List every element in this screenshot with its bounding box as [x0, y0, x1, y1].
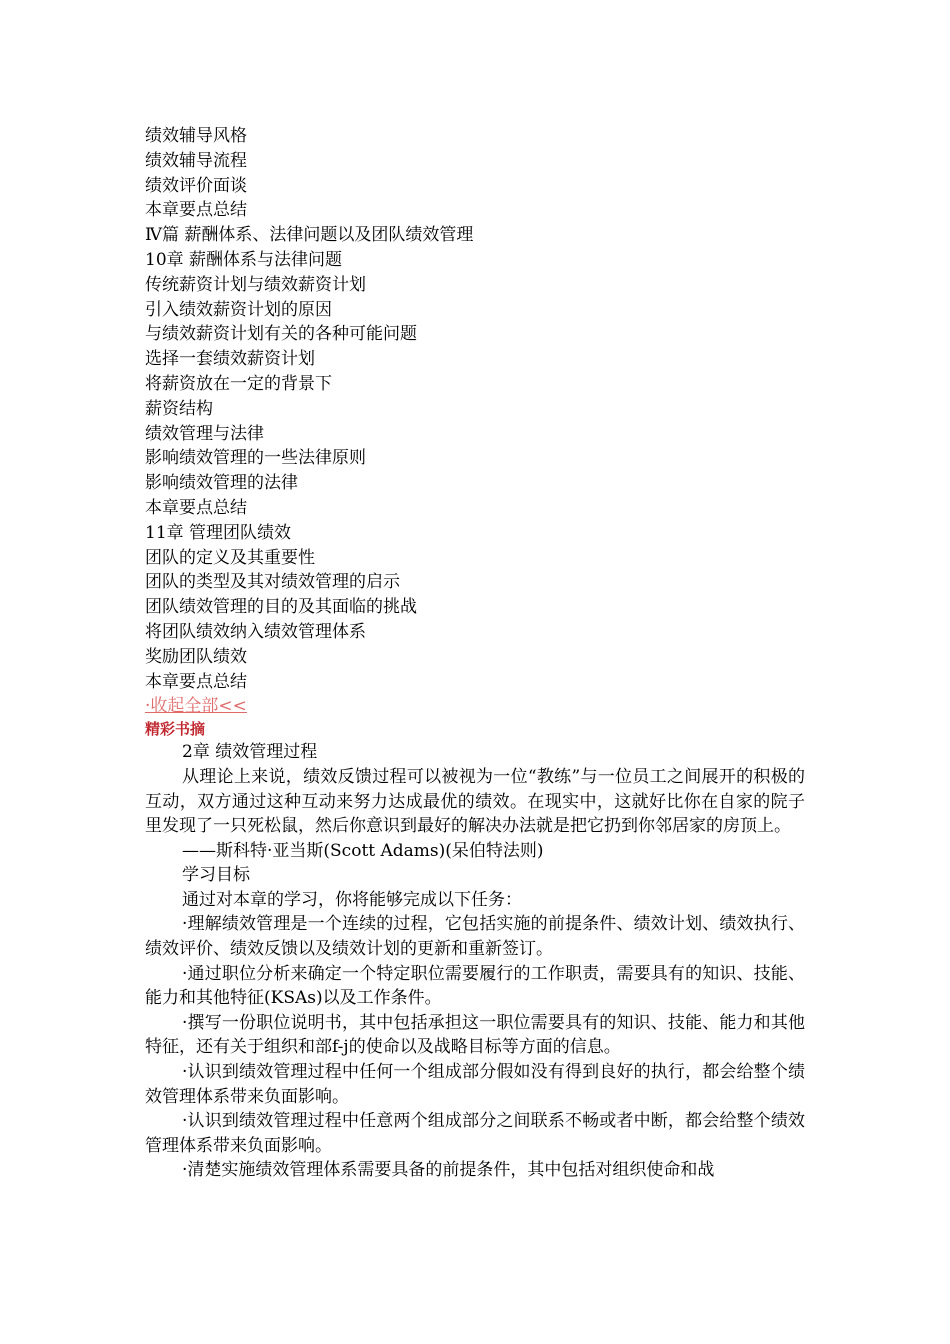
toc-item: 选择一套绩效薪资计划	[145, 349, 315, 370]
toc-item: 传统薪资计划与绩效薪资计划	[145, 274, 366, 295]
learning-objective: ·认识到绩效管理过程中任意两个组成部分之间联系不畅或者中断，都会给整个绩效管理体系带来负面影响。	[145, 1111, 805, 1156]
document-page	[145, 124, 805, 1183]
excerpt-body	[145, 740, 805, 1183]
toc-item: 团队的定义及其重要性	[145, 547, 315, 568]
toc-item: 本章要点总结	[145, 200, 247, 221]
excerpt-epigraph: 从理论上来说，绩效反馈过程可以被视为一位“教练”与一位员工之间展开的积极的互动，双方通过这种互动来努力达成最优的绩效。在现实中，这就好比你在自家的院子里发现了一只死松鼠，然后你意识到最好的解决办法就是把它扔到你邻居家的房顶上。	[145, 766, 805, 837]
collapse-all-link[interactable]: ·收起全部<<	[145, 696, 247, 717]
toc-item: 与绩效薪资计划有关的各种可能问题	[145, 324, 417, 345]
learning-objective: ·认识到绩效管理过程中任何一个组成部分假如没有得到良好的执行，都会给整个绩效管理体系带来负面影响。	[145, 1062, 805, 1107]
excerpt-chapter-title: 2章 绩效管理过程	[182, 742, 318, 763]
toc-item: 本章要点总结	[145, 497, 247, 518]
toc-part-heading: Ⅳ篇 薪酬体系、法律问题以及团队绩效管理	[145, 225, 474, 246]
excerpt-attribution: ——斯科特·亚当斯(Scott Adams)(呆伯特法则)	[182, 840, 544, 861]
toc-item: 影响绩效管理的法律	[145, 473, 298, 494]
learning-objective: ·撰写一份职位说明书，其中包括承担这一职位需要具有的知识、技能、能力和其他特征，还有关于组织和部f-j的使命以及战略目标等方面的信息。	[145, 1012, 805, 1058]
toc-item: 绩效辅导风格	[145, 126, 247, 146]
excerpt-subheading: 学习目标	[182, 865, 250, 886]
learning-objective: ·理解绩效管理是一个连续的过程，它包括实施的前提条件、绩效计划、绩效执行、绩效评价、绩效反馈以及绩效计划的更新和重新签订。	[145, 914, 805, 960]
excerpt-paragraph: 通过对本章的学习，你将能够完成以下任务：	[182, 889, 522, 910]
toc-item: 奖励团队绩效	[145, 646, 247, 667]
table-of-contents	[145, 124, 805, 694]
toc-item: 本章要点总结	[145, 671, 247, 692]
toc-chapter-heading: 11章 管理团队绩效	[145, 522, 292, 543]
toc-item: 绩效辅导流程	[145, 150, 247, 171]
learning-objective: ·通过职位分析来确定一个特定职位需要履行的工作职责，需要具有的知识、技能、能力和其他特征(KSAs)以及工作条件。	[145, 963, 805, 1009]
toc-item: 将薪资放在一定的背景下	[145, 373, 332, 394]
toc-item: 团队绩效管理的目的及其面临的挑战	[145, 597, 417, 618]
toc-item: 绩效管理与法律	[145, 423, 264, 444]
learning-objective: ·清楚实施绩效管理体系需要具备的前提条件，其中包括对组织使命和战	[182, 1160, 715, 1181]
toc-item: 绩效评价面谈	[145, 175, 247, 196]
toc-chapter-heading: 10章 薪酬体系与法律问题	[145, 249, 343, 270]
toc-item: 团队的类型及其对绩效管理的启示	[145, 572, 400, 593]
toc-item: 将团队绩效纳入绩效管理体系	[145, 621, 366, 642]
toc-item: 薪资结构	[145, 398, 213, 419]
toc-item: 引入绩效薪资计划的原因	[145, 299, 332, 320]
excerpt-section-title: 精彩书摘	[145, 720, 206, 739]
toc-item: 影响绩效管理的一些法律原则	[145, 448, 366, 469]
